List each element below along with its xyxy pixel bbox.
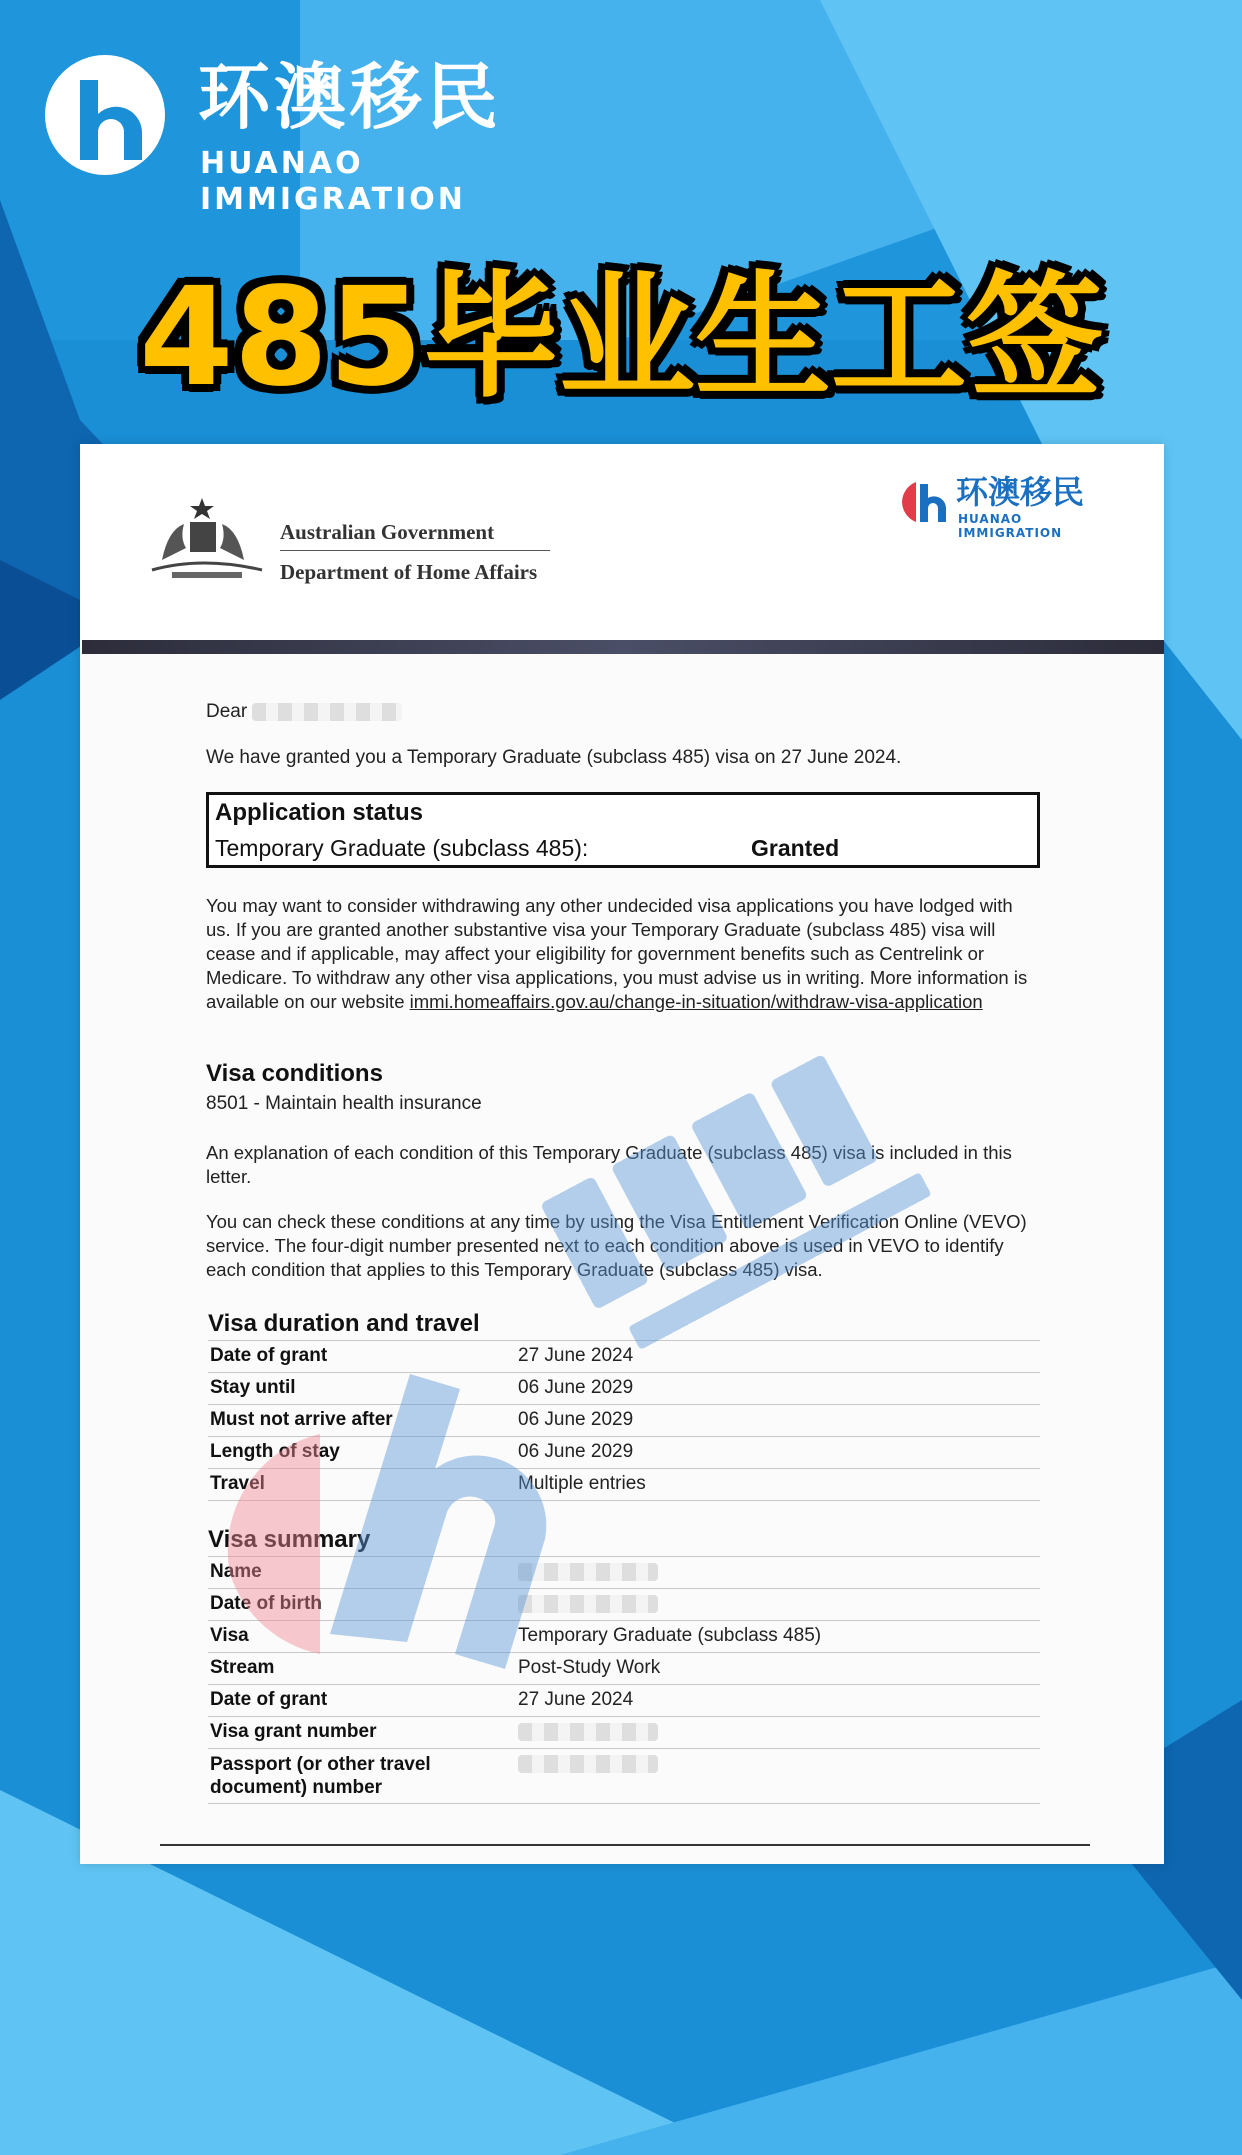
salutation — [206, 700, 402, 724]
redacted-block — [518, 1595, 658, 1613]
row-key: Visa grant number — [210, 1721, 377, 1742]
row-value: 06 June 2029 — [518, 1377, 634, 1398]
row-value: Post-Study Work — [518, 1657, 661, 1678]
row-key: Visa — [210, 1625, 249, 1646]
row-key: Date of birth — [210, 1593, 322, 1614]
withdraw-text: You may want to consider withdrawing any other undecided visa applications you have lodged with us. If you are granted another substantive visa your Temporary Graduate (subclass 485) visa will cease and if applicable, may affect your eligibility for government benefits such as Centrelink or Medicare. To withdraw any other visa applications, you must advise us in writing. More information is available on our website — [206, 895, 1028, 1012]
redacted-block — [518, 1755, 658, 1773]
headline-title: 485毕业生工签 — [139, 259, 1103, 417]
table-row — [208, 1685, 1040, 1717]
table-row — [208, 1749, 1040, 1804]
table-row — [208, 1469, 1040, 1501]
row-key: Passport (or other travel document) number — [210, 1754, 431, 1798]
redacted-value — [518, 1593, 658, 1615]
brand-name-cn: 环澳移民 — [956, 473, 1085, 511]
gov-name: Australian Government — [280, 520, 495, 544]
row-value: 06 June 2029 — [518, 1409, 634, 1430]
dear-label: Dear — [206, 701, 248, 722]
row-value: Temporary Graduate (subclass 485) — [518, 1625, 822, 1646]
table-row — [208, 1621, 1040, 1653]
summary-table — [208, 1556, 1040, 1804]
row-value: 27 June 2024 — [518, 1689, 634, 1710]
status-item: Temporary Graduate (subclass 485): — [215, 835, 589, 861]
brand-logo-icon — [40, 50, 170, 180]
visa-grant-letter — [80, 444, 1164, 1864]
table-row — [208, 1717, 1040, 1749]
conditions-heading: Visa conditions — [206, 1060, 383, 1087]
table-row — [208, 1437, 1040, 1469]
row-value: 06 June 2029 — [518, 1441, 634, 1462]
department-name: Department of Home Affairs — [280, 560, 538, 584]
application-status-box — [206, 792, 1040, 868]
table-row — [208, 1589, 1040, 1621]
brand-name-en: HUANAO IMMIGRATION — [200, 146, 466, 217]
redacted-value — [518, 1753, 658, 1775]
row-key: Date of grant — [210, 1345, 328, 1366]
row-key: Travel — [210, 1473, 265, 1494]
condition-8501: 8501 - Maintain health insurance — [206, 1093, 482, 1114]
gov-divider — [280, 550, 550, 551]
brand-name-cn: 环澳移民 — [198, 55, 503, 139]
footer-divider — [160, 1844, 1090, 1846]
table-row — [208, 1557, 1040, 1589]
brand-logo-small — [896, 472, 1116, 540]
withdraw-link[interactable]: immi.homeaffairs.gov.au/change-in-situation/withdraw-visa-application — [409, 991, 983, 1012]
redacted-block — [518, 1723, 658, 1741]
redacted-value — [518, 1721, 658, 1743]
summary-heading: Visa summary — [208, 1526, 371, 1553]
header-band — [82, 640, 1164, 654]
redacted-block — [518, 1563, 658, 1581]
vevo-paragraph: You can check these conditions at any time by using the Visa Entitlement Verification Online (VEVO) service. The four-digit number presented next to each condition above is used in VEVO to identify each condition that applies to this Temporary Graduate (subclass 485) visa. — [206, 1211, 1027, 1280]
table-row — [208, 1341, 1040, 1373]
table-row — [208, 1373, 1040, 1405]
duration-heading: Visa duration and travel — [208, 1310, 480, 1337]
brand-logo-top — [40, 50, 560, 217]
row-value: 27 June 2024 — [518, 1345, 634, 1366]
withdraw-paragraph — [206, 894, 1036, 1014]
row-key: Length of stay — [210, 1441, 340, 1462]
row-key: Stay until — [210, 1377, 296, 1398]
brand-logo-icon — [896, 474, 952, 530]
status-title: Application status — [215, 799, 424, 826]
redacted-value — [518, 1561, 658, 1583]
duration-table — [208, 1340, 1040, 1501]
row-key: Name — [210, 1561, 262, 1582]
status-value: Granted — [751, 835, 840, 861]
grant-sentence: We have granted you a Temporary Graduate (subclass 485) visa on 27 June 2024. — [206, 747, 902, 768]
brand-name-en: HUANAO IMMIGRATION — [958, 512, 1063, 540]
row-value: Multiple entries — [518, 1473, 646, 1494]
table-row — [208, 1653, 1040, 1685]
row-key: Stream — [210, 1657, 275, 1678]
redacted-name — [252, 703, 402, 721]
coat-of-arms-icon — [142, 490, 272, 586]
row-key: Date of grant — [210, 1689, 328, 1710]
explain-paragraph: An explanation of each condition of this Temporary Graduate (subclass 485) visa is included in this letter. — [206, 1142, 1012, 1187]
table-row — [208, 1405, 1040, 1437]
row-key: Must not arrive after — [210, 1409, 393, 1430]
